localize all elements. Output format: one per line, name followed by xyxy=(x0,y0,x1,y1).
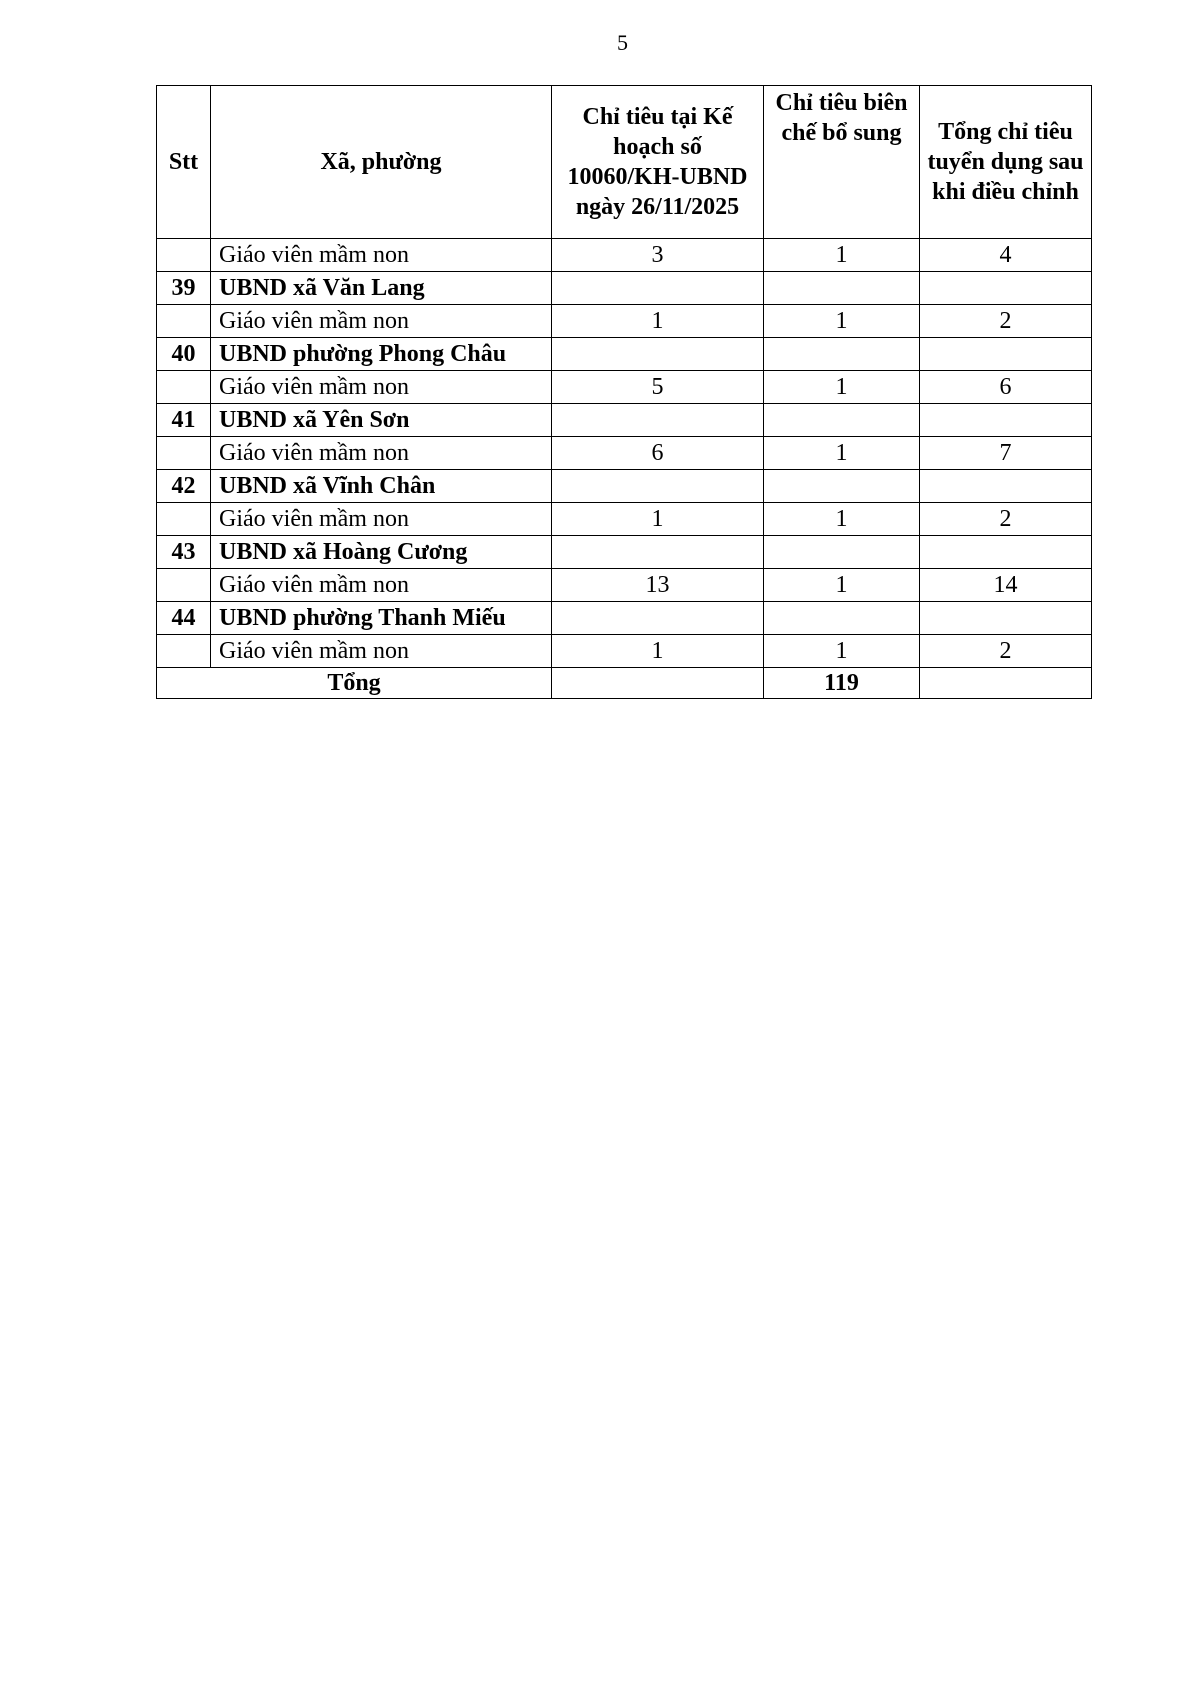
header-total-quota: Tổng chỉ tiêu tuyển dụng sau khi điều chỉnh xyxy=(920,86,1092,239)
cell-extra xyxy=(764,470,920,503)
cell-plan xyxy=(552,602,764,635)
cell-total: 6 xyxy=(920,371,1092,404)
cell-stt: 42 xyxy=(157,470,211,503)
table-row xyxy=(157,371,1092,404)
page-number: 5 xyxy=(617,30,628,55)
table-row xyxy=(157,536,1092,569)
cell-total: 2 xyxy=(920,305,1092,338)
cell-name: Giáo viên mầm non xyxy=(211,371,552,404)
cell-plan xyxy=(552,272,764,305)
table-row xyxy=(157,569,1092,602)
cell-stt xyxy=(157,569,211,602)
cell-extra: 1 xyxy=(764,371,920,404)
cell-name: Giáo viên mầm non xyxy=(211,305,552,338)
total-row xyxy=(157,668,1092,699)
total-label: Tổng xyxy=(157,668,552,699)
quota-table xyxy=(156,85,1092,699)
cell-name: Giáo viên mầm non xyxy=(211,635,552,668)
cell-name: UBND xã Hoàng Cương xyxy=(211,536,552,569)
cell-total xyxy=(920,602,1092,635)
cell-plan: 3 xyxy=(552,239,764,272)
header-name: Xã, phường xyxy=(211,86,552,239)
cell-stt: 44 xyxy=(157,602,211,635)
cell-name: Giáo viên mầm non xyxy=(211,503,552,536)
cell-plan xyxy=(552,536,764,569)
cell-plan: 5 xyxy=(552,371,764,404)
cell-total: 2 xyxy=(920,635,1092,668)
header-stt: Stt xyxy=(157,86,211,239)
cell-stt xyxy=(157,503,211,536)
table-row xyxy=(157,437,1092,470)
cell-plan: 1 xyxy=(552,305,764,338)
cell-stt: 43 xyxy=(157,536,211,569)
cell-plan: 13 xyxy=(552,569,764,602)
header-plan-quota: Chỉ tiêu tại Kế hoạch số 10060/KH-UBND ngày 26/11/2025 xyxy=(552,86,764,239)
cell-plan: 6 xyxy=(552,437,764,470)
cell-extra: 1 xyxy=(764,503,920,536)
table-row xyxy=(157,503,1092,536)
cell-total xyxy=(920,338,1092,371)
cell-total xyxy=(920,404,1092,437)
cell-name: Giáo viên mầm non xyxy=(211,569,552,602)
cell-total xyxy=(920,470,1092,503)
cell-name: UBND phường Phong Châu xyxy=(211,338,552,371)
cell-stt xyxy=(157,305,211,338)
cell-total: 14 xyxy=(920,569,1092,602)
cell-extra xyxy=(764,602,920,635)
table-row xyxy=(157,272,1092,305)
cell-name: UBND phường Thanh Miếu xyxy=(211,602,552,635)
table-body xyxy=(157,239,1092,668)
cell-plan: 1 xyxy=(552,503,764,536)
table-row xyxy=(157,239,1092,272)
cell-stt xyxy=(157,239,211,272)
table-row xyxy=(157,470,1092,503)
cell-stt: 39 xyxy=(157,272,211,305)
cell-extra: 1 xyxy=(764,305,920,338)
cell-name: Giáo viên mầm non xyxy=(211,239,552,272)
cell-total: 4 xyxy=(920,239,1092,272)
cell-extra: 1 xyxy=(764,239,920,272)
cell-total xyxy=(920,272,1092,305)
table-row xyxy=(157,404,1092,437)
cell-plan xyxy=(552,470,764,503)
cell-name: UBND xã Vĩnh Chân xyxy=(211,470,552,503)
cell-stt xyxy=(157,635,211,668)
cell-total: 7 xyxy=(920,437,1092,470)
cell-extra: 1 xyxy=(764,635,920,668)
table-header-row xyxy=(157,86,1092,239)
cell-total: 2 xyxy=(920,503,1092,536)
cell-extra: 1 xyxy=(764,437,920,470)
total-extra: 119 xyxy=(764,668,920,699)
total-total xyxy=(920,668,1092,699)
cell-name: UBND xã Văn Lang xyxy=(211,272,552,305)
cell-extra xyxy=(764,404,920,437)
cell-total xyxy=(920,536,1092,569)
cell-name: Giáo viên mầm non xyxy=(211,437,552,470)
cell-extra xyxy=(764,338,920,371)
cell-name: UBND xã Yên Sơn xyxy=(211,404,552,437)
cell-plan xyxy=(552,338,764,371)
table-row xyxy=(157,338,1092,371)
total-plan xyxy=(552,668,764,699)
cell-plan xyxy=(552,404,764,437)
cell-stt: 41 xyxy=(157,404,211,437)
header-extra-quota: Chỉ tiêu biên chế bổ sung xyxy=(764,86,920,239)
cell-stt xyxy=(157,371,211,404)
cell-plan: 1 xyxy=(552,635,764,668)
cell-extra: 1 xyxy=(764,569,920,602)
cell-extra xyxy=(764,536,920,569)
cell-extra xyxy=(764,272,920,305)
cell-stt: 40 xyxy=(157,338,211,371)
table-row xyxy=(157,305,1092,338)
table-row xyxy=(157,602,1092,635)
table-row xyxy=(157,635,1092,668)
cell-stt xyxy=(157,437,211,470)
